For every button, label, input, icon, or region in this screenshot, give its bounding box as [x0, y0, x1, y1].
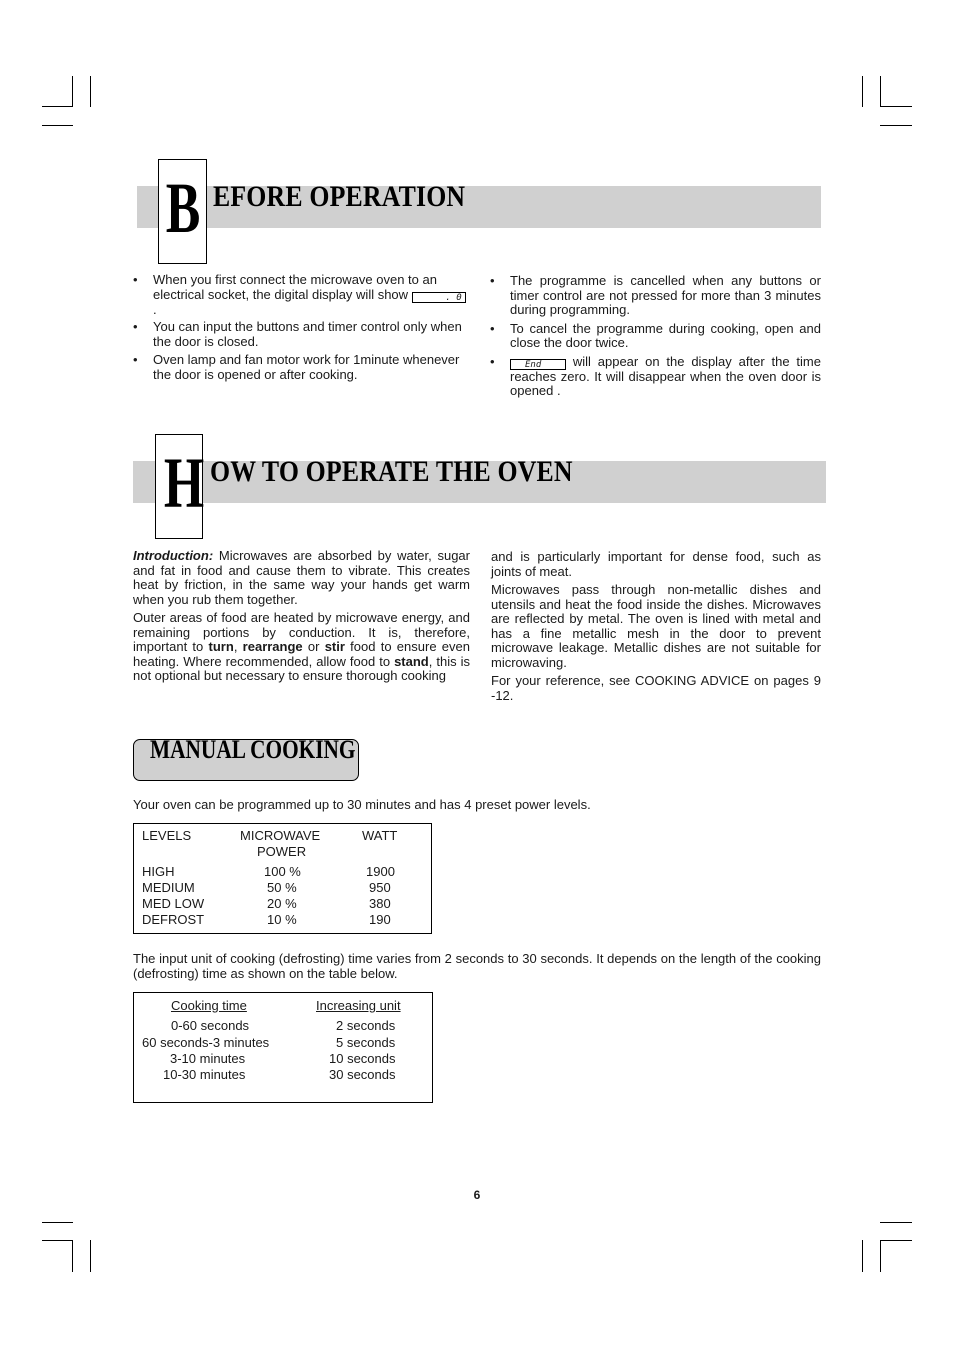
list-item: • The programme is cancelled when any buttons or timer control are not pressed for more than 3 minutes during programming.	[490, 273, 821, 317]
table-header: POWER	[257, 844, 307, 859]
list-item: • When you first connect the microwave oven to an electrical socket, the digital display will show . 0.	[133, 273, 469, 317]
how-to-operate-title: OW TO OPERATE THE OVEN	[210, 455, 573, 488]
heating-paragraph: Outer areas of food are heated by microwave energy, and remaining portions by conduction. It is, therefore, important to turn, rearrange or stir food to ensure even heating. Where recommended, allow food to stand, this is not optional but necessary to ensure thorough cooking	[133, 610, 470, 683]
manual-cooking-intro: Your oven can be programmed up to 30 minutes and has 4 preset power levels.	[133, 797, 591, 812]
before-operation-right-list	[490, 274, 821, 403]
power-levels-table: LEVELS MICROWAVE POWER WATT HIGH 100 % 1900 MEDIUM 50 % 950 MED LOW 20 % 380 DEFROST 10 % 190	[133, 823, 432, 934]
cooking-advice-reference: For your reference, see COOKING ADVICE on pages 9 -12.	[491, 673, 821, 703]
cooking-time-table: Cooking time Increasing unit 0-60 seconds 2 seconds 60 seconds-3 minutes 5 seconds 3-10 minutes 10 seconds 10-30 minutes 30 seconds	[133, 992, 433, 1103]
how-to-operate-right-column	[491, 550, 821, 707]
page-number: 6	[473, 1188, 481, 1202]
digital-display-icon: . 0	[412, 292, 466, 303]
table-header: Cooking time	[171, 998, 247, 1013]
list-item: • To cancel the programme during cooking, open and close the door twice.	[490, 320, 821, 350]
how-to-operate-left-column	[133, 549, 470, 688]
table-header: MICROWAVE	[240, 828, 321, 843]
section-initial-b: B	[158, 159, 207, 264]
end-display-icon: End	[510, 359, 566, 370]
dense-food-paragraph: and is particularly important for dense food, such as joints of meat.	[491, 549, 821, 579]
table-header: WATT	[362, 828, 398, 843]
table-header: Increasing unit	[316, 998, 401, 1013]
list-item: • Oven lamp and fan motor work for 1minute whenever the door is opened or after cooking.	[133, 352, 460, 382]
table-header: LEVELS	[142, 828, 192, 843]
before-operation-title: EFORE OPERATION	[213, 180, 466, 213]
microwave-dishes-paragraph: Microwaves pass through non-metallic dishes and utensils and heat the food inside the dishes. Microwaves are reflected by metal. The oven is lined with metal and has a fine metallic mesh in the door to prevent microwave leakage. Metallic dishes are not suitable for microwaving.	[491, 582, 821, 670]
manual-cooking-title: MANUAL COOKING	[150, 735, 356, 764]
list-item: • End will appear on the display after the time reaches zero. It will disappear when the oven door is opened .	[490, 353, 821, 398]
before-operation-left-list	[133, 273, 469, 386]
list-item: • You can input the buttons and timer control only when the door is closed.	[133, 319, 462, 349]
introduction-paragraph: Introduction: Microwaves are absorbed by water, sugar and fat in food and cause them to vibrate. This creates heat by friction, in the same way your hands get warm when you rub them together.	[133, 548, 470, 607]
time-unit-note: The input unit of cooking (defrosting) time varies from 2 seconds to 30 seconds. It depends on the length of the cooking (defrosting) time as shown on the table below.	[133, 951, 821, 981]
section-initial-h: H	[155, 434, 203, 539]
